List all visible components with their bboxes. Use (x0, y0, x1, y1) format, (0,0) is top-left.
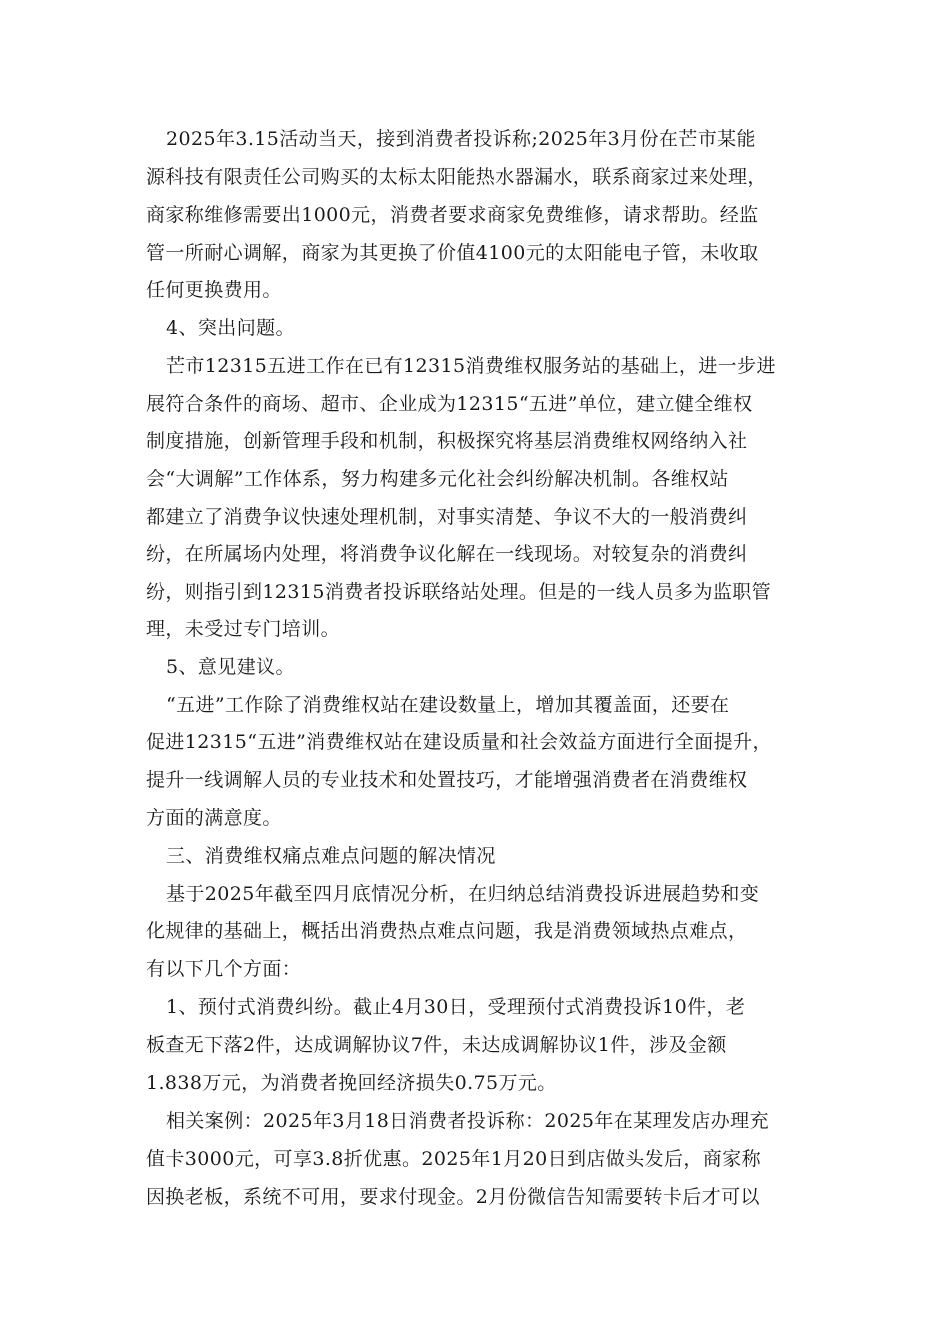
paragraph-line: 提升一线调解人员的专业技术和处置技巧，才能增强消费者在消费维权 (146, 769, 748, 791)
paragraph-line: 有以下几个方面： (146, 958, 302, 980)
paragraph-line: 会“大调解”工作体系，努力构建多元化社会纠纷解决机制。各维权站 (146, 468, 729, 490)
paragraph-line: 促进12315“五进”消费维权站在建设质量和社会效益方面进行全面提升， (146, 731, 772, 753)
paragraph-line: 都建立了消费争议快速处理机制，对事实清楚、争议不大的一般消费纠 (146, 506, 748, 528)
paragraph-line: 2025年3.15活动当天，接到消费者投诉称;2025年3月份在芒市某能 (166, 128, 756, 150)
paragraph-line: 相关案例：2025年3月18日消费者投诉称：2025年在某理发店办理充 (166, 1110, 769, 1132)
paragraph-line: “五进”工作除了消费维权站在建设数量上，增加其覆盖面，还要在 (166, 694, 730, 716)
paragraph-line: 制度措施，创新管理手段和机制，积极探究将基层消费维权网络纳入社 (146, 430, 748, 452)
paragraph-line: 纷，则指引到12315消费者投诉联络站处理。但是的一线人员多为监职管 (146, 581, 772, 603)
paragraph-line: 化规律的基础上，概括出消费热点难点问题，我是消费领域热点难点， (146, 920, 748, 942)
paragraph-line: 源科技有限责任公司购买的太标太阳能热水器漏水，联系商家过来处理， (146, 166, 767, 188)
paragraph-line: 1、预付式消费纠纷。截止4月30日，受理预付式消费投诉10件，老 (166, 996, 746, 1018)
paragraph-line: 因换老板，系统不可用，要求付现金。2月份微信告知需要转卡后才可以 (146, 1186, 760, 1208)
paragraph-line: 1.838万元，为消费者挽回经济损失0.75万元。 (146, 1072, 557, 1094)
paragraph-line: 板查无下落2件，达成调解协议7件，未达成调解协议1件，涉及金额 (146, 1034, 727, 1056)
section-heading: 4、突出问题。 (166, 317, 295, 339)
paragraph-line: 值卡3000元，可享3.8折优惠。2025年1月20日到店做头发后，商家称 (146, 1148, 761, 1170)
paragraph-line: 方面的满意度。 (146, 807, 282, 829)
section-heading: 5、意见建议。 (166, 656, 295, 678)
paragraph-line: 商家称维修需要出1000元，消费者要求商家免费维修，请求帮助。经监 (146, 204, 759, 226)
paragraph-line: 任何更换费用。 (146, 279, 282, 301)
paragraph-line: 基于2025年截至四月底情况分析，在归纳总结消费投诉进展趋势和变 (166, 883, 760, 905)
paragraph-line: 理，未受过专门培训。 (146, 618, 341, 640)
paragraph-line: 展符合条件的商场、超市、企业成为12315“五进”单位，建立健全维权 (146, 393, 753, 415)
paragraph-line: 纷，在所属场内处理，将消费争议化解在一线现场。对较复杂的消费纠 (146, 543, 748, 565)
paragraph-line: 管一所耐心调解，商家为其更换了价值4100元的太阳能电子管，未收取 (146, 242, 759, 264)
paragraph-line: 芒市12315五进工作在已有12315消费维权服务站的基础上，进一步进 (166, 355, 776, 377)
section-heading: 三、消费维权痛点难点问题的解决情况 (166, 845, 496, 867)
